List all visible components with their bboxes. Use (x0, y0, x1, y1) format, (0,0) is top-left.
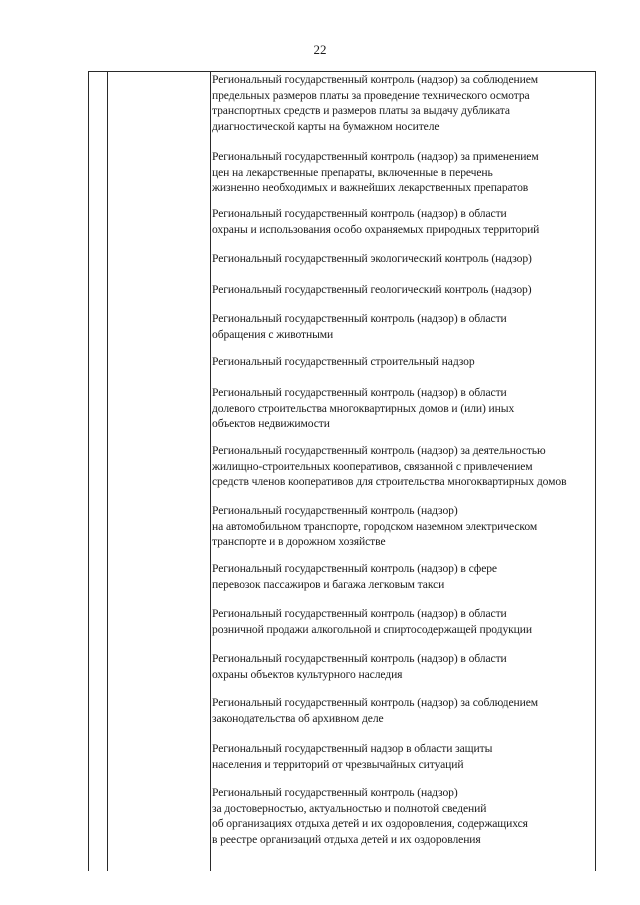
list-item: Региональный государственный контроль (надзор) в области долевого строительства многоквартирных домов и (или) иных объектов недвижимости (212, 386, 515, 431)
table-column-divider-2 (210, 71, 211, 871)
list-item: Региональный государственный контроль (надзор) в области охраны объектов культурного наследия (212, 652, 507, 681)
page-number: 22 (313, 42, 327, 57)
list-item: Региональный государственный геологический контроль (надзор) (212, 283, 532, 296)
list-item: Региональный государственный контроль (надзор) за применением цен на лекарственные препараты, включенные в перечень жизненно необходимых и важнейших лекарственных препаратов (212, 150, 539, 195)
list-item: Региональный государственный контроль (надзор) за достоверностью, актуальностью и полнотой сведений об организациях отдыха детей и их оздоровления, содержащихся в реестре организаций отдыха детей и их оздоровления (212, 786, 528, 846)
list-item: Региональный государственный контроль (надзор) в сфере перевозок пассажиров и багажа легковым такси (212, 562, 497, 591)
list-item: Региональный государственный строительный надзор (212, 355, 475, 368)
list-item: Региональный государственный контроль (надзор) на автомобильном транспорте, городском наземном электрическом транспорте и в дорожном хозяйстве (212, 504, 538, 549)
list-item: Региональный государственный надзор в области защиты населения и территорий от чрезвычайных ситуаций (212, 742, 493, 771)
list-item: Региональный государственный контроль (надзор) за соблюдением предельных размеров платы за проведение технического осмотра транспортных средств и размеров платы за выдачу дубликата диагностической карты на бумажном носителе (212, 73, 538, 133)
table-right-border (595, 71, 596, 871)
list-item: Региональный государственный контроль (надзор) за деятельностью жилищно-строительных кооперативов, связанной с привлечением средств членов кооперативов для строительства многоквартирных домов (212, 444, 567, 489)
table-left-border (88, 71, 89, 871)
list-item: Региональный государственный экологический контроль (надзор) (212, 252, 532, 265)
list-item: Региональный государственный контроль (надзор) в области розничной продажи алкогольной и спиртосодержащей продукции (212, 607, 532, 636)
table-column-divider-1 (107, 71, 108, 871)
list-item: Региональный государственный контроль (надзор) за соблюдением законодательства об архивном деле (212, 696, 538, 725)
services-table (88, 71, 596, 871)
list-item: Региональный государственный контроль (надзор) в области обращения с животными (212, 312, 507, 341)
list-item: Региональный государственный контроль (надзор) в области охраны и использования особо охраняемых природных территорий (212, 207, 540, 236)
